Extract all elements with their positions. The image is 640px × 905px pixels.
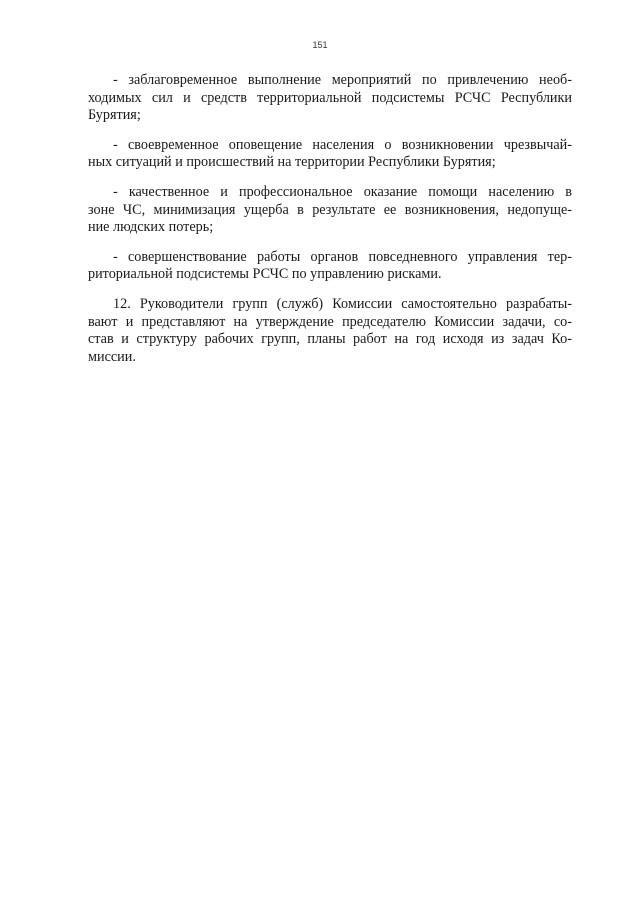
paragraph-line: ных ситуаций и происшествий на территории Республики Бурятия; <box>88 154 496 171</box>
paragraph-line: 12. Руководители групп (служб) Комиссии самостоятельно разрабаты- <box>113 295 572 312</box>
paragraph-line: зоне ЧС, минимизация ущерба в результате ее возникновения, недопуще- <box>88 201 572 218</box>
paragraph-line: ходимых сил и средств территориальной подсистемы РСЧС Республики <box>88 89 572 106</box>
paragraph-line: ние людских потерь; <box>88 219 214 236</box>
paragraph-line: риториальной подсистемы РСЧС по управлению рисками. <box>88 266 442 283</box>
paragraph-line: - своевременное оповещение населения о возникновении чрезвычай- <box>113 136 572 153</box>
paragraph-line: - заблаговременное выполнение мероприятий по привлечению необ- <box>113 72 572 88</box>
paragraph-2 <box>88 137 572 172</box>
page-body <box>88 72 572 378</box>
paragraph-line: миссии. <box>88 348 136 365</box>
paragraph-line: став и структуру рабочих групп, планы работ на год исходя из задач Ко- <box>88 331 572 348</box>
paragraph-4 <box>88 249 572 284</box>
paragraph-line: Бурятия; <box>88 107 141 124</box>
paragraph-1 <box>88 72 572 125</box>
paragraph-line: - совершенствование работы органов повседневного управления тер- <box>113 248 572 265</box>
paragraph-line: вают и представляют на утверждение председателю Комиссии задачи, со- <box>88 313 572 330</box>
paragraph-line: - качественное и профессиональное оказание помощи населению в <box>113 183 572 200</box>
paragraph-5 <box>88 296 572 366</box>
paragraph-3 <box>88 184 572 237</box>
page-number: 151 <box>312 40 328 50</box>
